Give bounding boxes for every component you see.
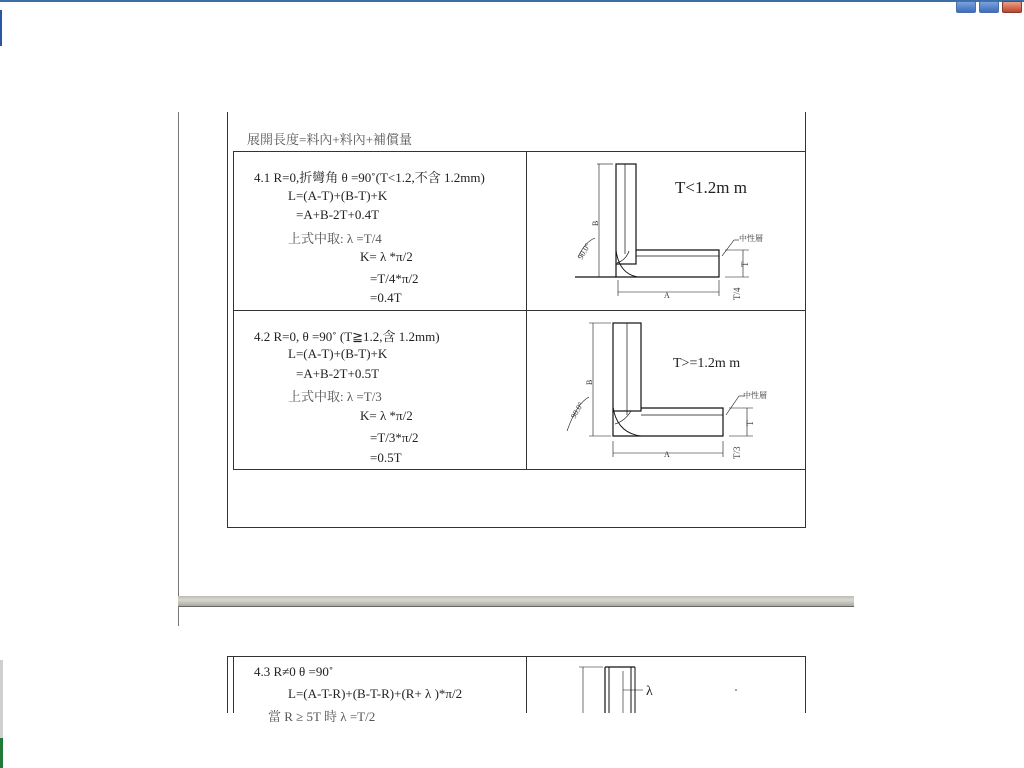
left-edge-panel: [0, 660, 3, 738]
section-4-2-line: =A+B-2T+0.5T: [296, 366, 380, 381]
section-4-2-heading: 4.2 R=0, θ =90˚ (T≧1.2,含 1.2mm): [254, 329, 440, 344]
table-right-border: [805, 656, 806, 713]
section-4-3-line-clip: [240, 706, 530, 724]
bend-diagram-4-1: [527, 152, 804, 309]
section-4-2-line: =0.5T: [370, 450, 402, 465]
dim-t-label: T: [745, 420, 755, 426]
section-4-3-line: L=(A-T-R)+(B-T-R)+(R+ λ )*π/2: [288, 686, 463, 701]
page-header-formula: 展開長度=料內+料內+補償量: [247, 132, 412, 147]
dim-fraction-label: T/4: [732, 287, 742, 300]
close-button[interactable]: [1002, 1, 1022, 13]
bend-diagram-4-3: [527, 657, 804, 713]
dim-a-label: A: [664, 450, 670, 459]
angle-label: 90.0°: [568, 400, 586, 420]
section-4-1-line: =0.4T: [370, 290, 402, 305]
dim-b-label: B: [591, 220, 600, 226]
section-4-2-line: L=(A-T)+(B-T)+K: [288, 346, 388, 361]
dim-a-label: A: [664, 291, 670, 300]
minimize-button[interactable]: [956, 1, 976, 13]
angle-label: 90.0°: [575, 241, 593, 261]
outer-frame-bottom: [227, 527, 806, 528]
window-top-border: [0, 0, 1024, 2]
dim-t-label: T: [740, 261, 750, 267]
section-4-1-line: =A+B-2T+0.4T: [296, 207, 380, 222]
dim-fraction-label: T/3: [732, 446, 742, 459]
maximize-button[interactable]: [979, 1, 999, 13]
section-4-1-line: K= λ *π/2: [360, 249, 413, 264]
bend-diagram-4-2: [527, 311, 804, 468]
left-edge-strip: [0, 10, 2, 46]
section-4-3-heading: 4.3 R≠0 θ =90˚: [254, 664, 334, 679]
lambda-label: λ: [646, 684, 653, 699]
table-left-border: [227, 656, 228, 713]
section-4-1-line: =T/4*π/2: [370, 271, 419, 286]
page-separator: [178, 596, 854, 606]
neutral-layer-label: 中性層: [739, 234, 763, 243]
section-4-1-heading: 4.1 R=0,折彎角 θ =90˚(T<1.2,不含 1.2mm): [254, 170, 485, 185]
section-4-1-line: L=(A-T)+(B-T)+K: [288, 188, 388, 203]
thickness-label: T>=1.2m m: [673, 356, 741, 371]
section-4-1-line: 上式中取: λ =T/4: [288, 231, 382, 246]
page-separator-line: [178, 606, 854, 607]
thickness-label: T<1.2m m: [675, 178, 747, 197]
dim-b-label: B: [585, 379, 594, 385]
section-4-2-line: 上式中取: λ =T/3: [288, 389, 382, 404]
neutral-layer-label: 中性層: [743, 391, 767, 400]
left-edge-tab: [0, 738, 3, 768]
section-4-2-line: =T/3*π/2: [370, 430, 419, 445]
outer-frame-left: [227, 112, 228, 528]
section-4-3-line-partial: 當 R ≥ 5T 時 λ =T/2: [268, 709, 376, 724]
section-4-2-line: K= λ *π/2: [360, 408, 413, 423]
page-left-edge: [178, 606, 179, 626]
table-inner-left-border: [233, 656, 234, 713]
page-left-edge: [178, 112, 179, 596]
